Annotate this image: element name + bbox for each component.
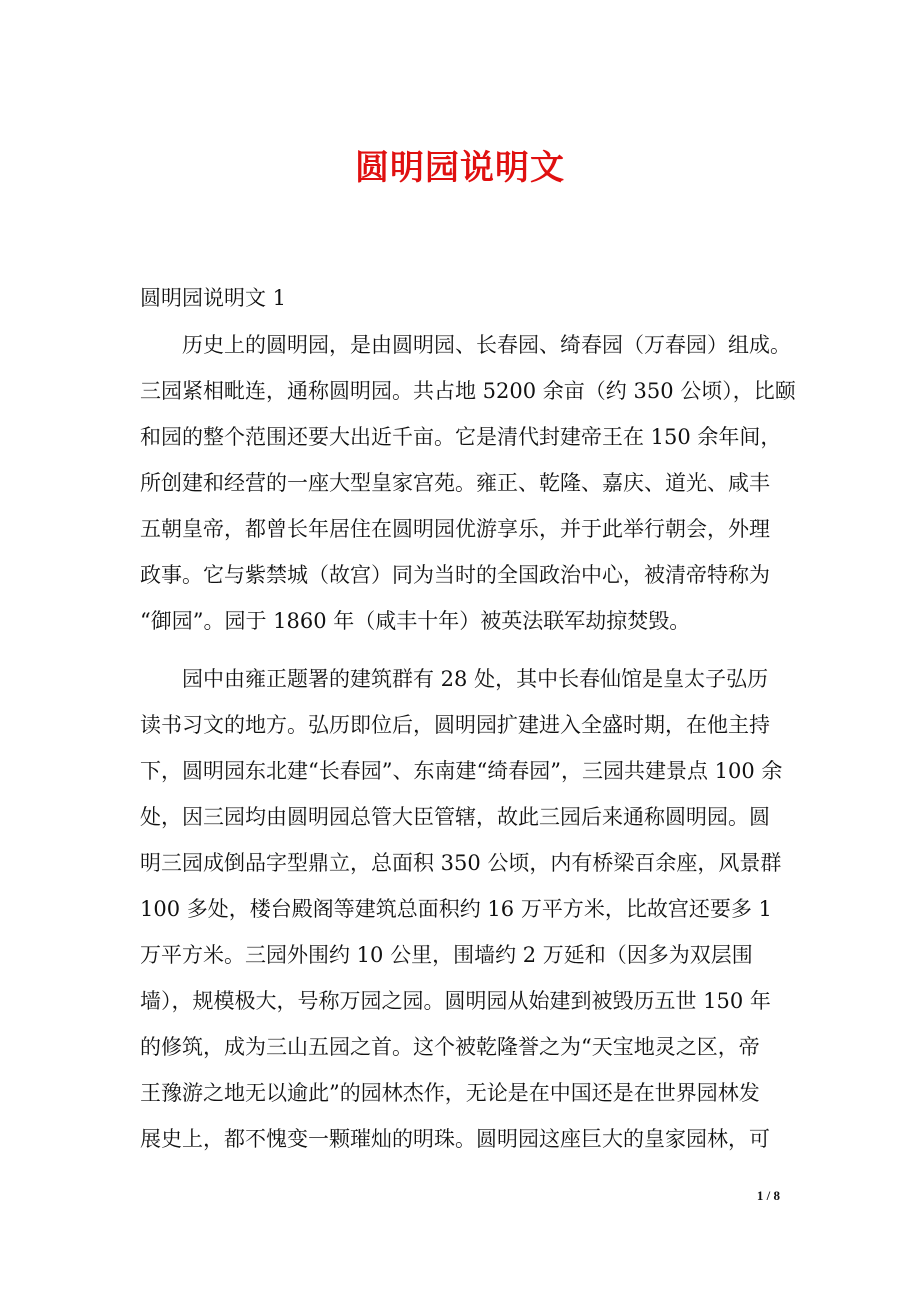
text-line: 的修筑，成为三山五园之首。这个被乾隆誉之为“天宝地灵之区，帝 (140, 1035, 760, 1059)
text-line: 园中由雍正题署的建筑群有 28 处，其中长春仙馆是皇太子弘历 (140, 667, 769, 691)
text-line: 王豫游之地无以逾此”的园林杰作，无论是在中国还是在世界园林发 (140, 1081, 760, 1105)
text-line: 所创建和经营的一座大型皇家宫苑。雍正、乾隆、嘉庆、道光、咸丰 (140, 471, 770, 495)
section-heading: 圆明园说明文 1 (140, 286, 287, 310)
text-line: 和园的整个范围还要大出近千亩。它是清代封建帝王在 150 余年间， (140, 425, 782, 449)
text-line: 展史上，都不愧变一颗璀灿的明珠。圆明园这座巨大的皇家园林，可 (140, 1127, 770, 1151)
text-line: 政事。它与紫禁城（故宫）同为当时的全国政治中心，被清帝特称为 (140, 563, 770, 587)
text-line: 万平方米。三园外围约 10 公里，围墙约 2 万延和（因多为双层围 (140, 943, 753, 967)
text-line: 五朝皇帝，都曾长年居住在圆明园优游享乐，并于此举行朝会，外理 (140, 517, 770, 541)
text-line: 处，因三园均由圆明园总管大臣管辖，故此三园后来通称圆明园。圆 (140, 805, 770, 829)
text-line: 明三园成倒品字型鼎立，总面积 350 公顷，内有桥梁百余座，风景群 (140, 851, 782, 875)
text-line: 100 多处，楼台殿阁等建筑总面积约 16 万平方米，比故宫还要多 1 (140, 897, 772, 921)
text-line: “御园”。园于 1860 年（咸丰十年）被英法联军劫掠焚毁。 (140, 609, 691, 633)
page-number: 1 / 8 (756, 1188, 780, 1203)
document-title: 圆明园说明文 (355, 148, 565, 188)
text-line: 下，圆明园东北建“长春园”、东南建“绮春园”，三园共建景点 100 余 (140, 759, 783, 783)
text-line: 三园紧相毗连，通称圆明园。共占地 5200 余亩（约 350 公顷），比颐 (140, 379, 796, 403)
text-line: 读书习文的地方。弘历即位后，圆明园扩建进入全盛时期，在他主持 (140, 713, 770, 737)
text-line: 历史上的圆明园，是由圆明园、长春园、绮春园（万春园）组成。 (140, 333, 791, 357)
text-line: 墙），规模极大，号称万园之园。圆明园从始建到被毁历五世 150 年 (140, 989, 771, 1013)
